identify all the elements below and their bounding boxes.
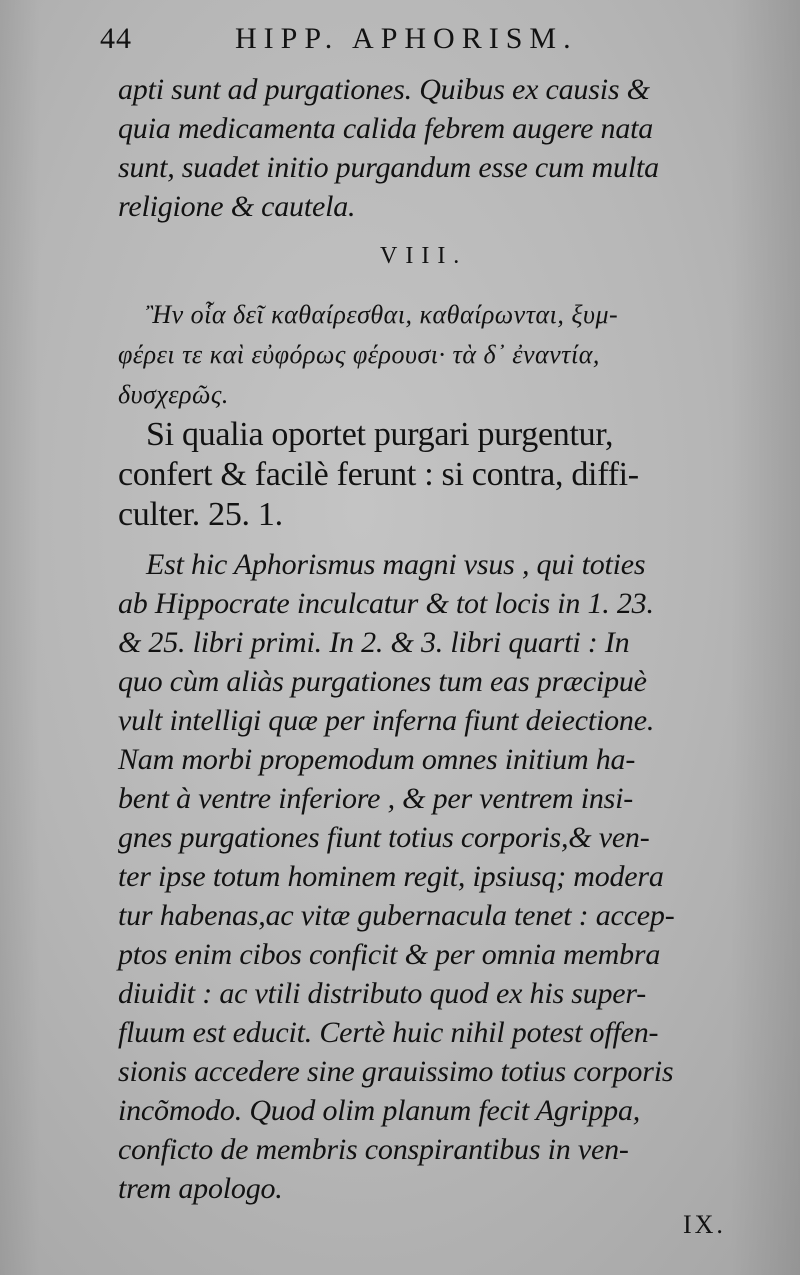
commentary-line: bent à ventre inferiore , & per ventrem insi- [118,782,634,815]
top-paragraph [118,70,748,226]
commentary-line: ptos enim cibos conficit & per omnia membra [118,938,661,971]
latin-aphorism [118,415,748,535]
commentary-line: trem apologo. [118,1172,283,1205]
section-number: VIII. [380,243,468,269]
aphorism-line: confert & facilè ferunt : si contra, diffi- [118,456,639,493]
commentary-line: ter ipse totum hominem regit, ipsiusq; modera [118,860,664,893]
page-number: 44 [100,22,132,55]
aphorism-line: Si qualia oportet purgari purgentur, [146,416,614,453]
commentary-line: vult intelligi quæ per inferna fiunt deiectione. [118,704,655,737]
aphorism-line: culter. 25. 1. [118,496,283,533]
commentary-line: quo cùm aliàs purgationes tum eas præcipuè [118,665,647,698]
commentary-line: diuidit : ac vtili distributo quod ex his super- [118,977,647,1010]
page-header [100,22,620,62]
text-line: sunt, suadet initio purgandum esse cum multa [118,151,659,184]
greek-line: φέρει τε καὶ εὐφόρως φέρουσι· τὰ δ᾽ ἐναντία, [118,340,600,369]
commentary-line: Est hic Aphorismus magni vsus , qui toties [146,548,646,581]
text-line: quia medicamenta calida febrem augere nata [118,112,654,145]
page-shadow-left [0,0,40,1275]
commentary-line: ab Hippocrate inculcatur & tot locis in 1. 23. [118,587,654,620]
commentary-line: incõmodo. Quod olim planum fecit Agrippa, [118,1094,641,1127]
text-line: religione & cautela. [118,190,356,223]
running-head: HIPP. APHORISM. [235,22,578,55]
commentary-line: Nam morbi propemodum omnes initium ha- [118,743,636,776]
commentary [118,545,748,1208]
greek-text [118,295,748,415]
commentary-line: sionis accedere sine grauissimo totius corporis [118,1055,674,1088]
commentary-line: confictо de membris conspirantibus in ven- [118,1133,629,1166]
catchword: IX. [683,1210,726,1239]
commentary-line: & 25. libri primi. In 2. & 3. libri quarti : In [118,626,630,659]
commentary-line: fluum est educit. Certè huic nihil potest offen- [118,1016,659,1049]
greek-line: Ἢν οἷα δεῖ καθαίρεσθαι, καθαίρωνται, ξυμ- [146,300,619,329]
text-line: apti sunt ad purgationes. Quibus ex causis & [118,73,650,106]
commentary-line: tur habenas,ac vitæ gubernacula tenet : accep- [118,899,675,932]
greek-line: δυσχερῶς. [118,380,229,409]
commentary-line: gnes purgationes fiunt totius corporis,& ven- [118,821,650,854]
